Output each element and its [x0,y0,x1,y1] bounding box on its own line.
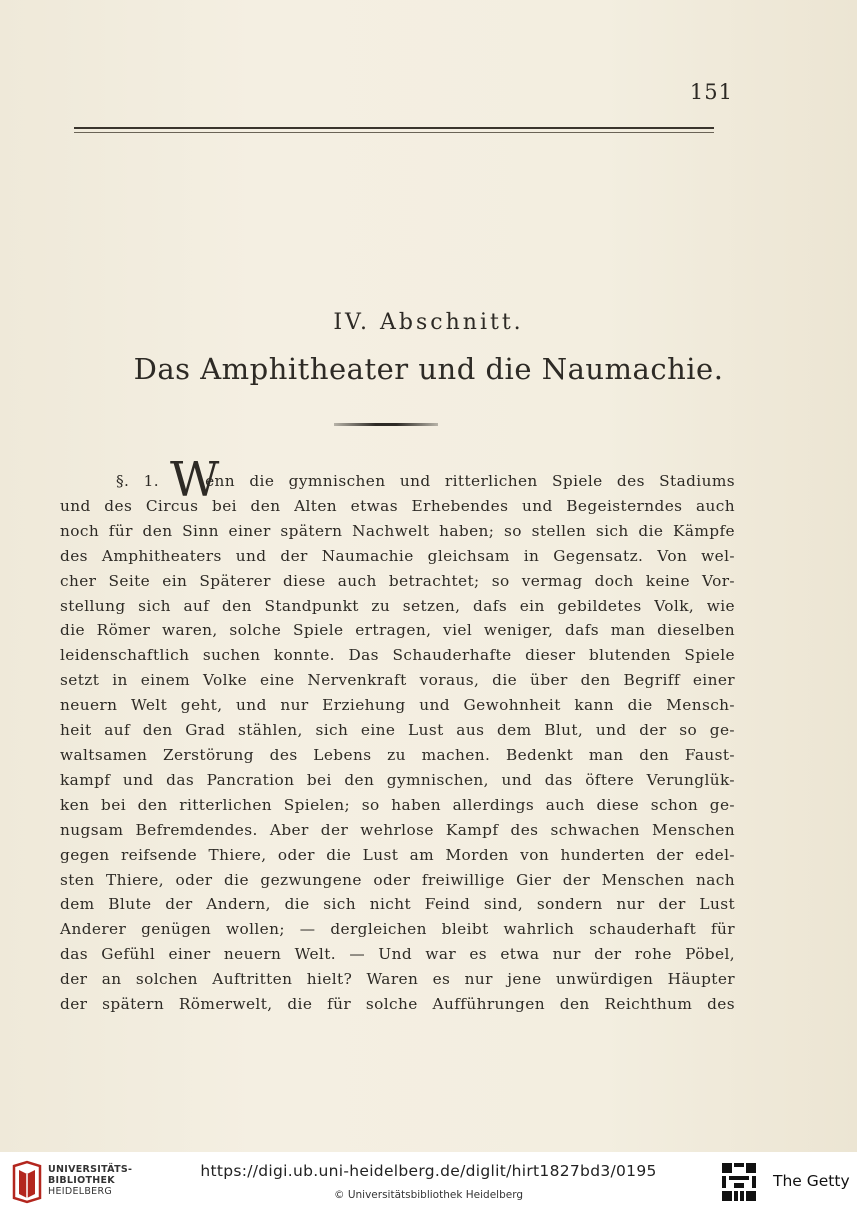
text-line: und des Circus bei den Alten etwas Erhebendes und Begeisterndes auch [60,496,735,515]
text-line: der an solchen Auftritten hielt? Waren es nur jene unwürdigen Häupter [60,970,735,989]
text-line: noch für den Sinn einer spätern Nachwelt haben; so stellen sich die Kämpfe [60,521,735,540]
text-line: der spätern Römerwelt, die für solche Aufführungen den Reichthum des [60,995,735,1014]
getty-logo-icon[interactable] [720,1161,758,1203]
body-paragraph [60,469,735,1017]
text-line: kampf und das Pancration bei den gymnischen, und das öftere Verunglük- [60,770,735,789]
permalink-url[interactable]: https://digi.ub.uni-heidelberg.de/diglit/hirt1827bd3/0195 [200,1162,657,1180]
text-line: neuern Welt geht, und nur Erziehung und Gewohnheit kann die Mensch- [60,696,735,715]
text-line: dem Blute der Andern, die sich nicht Feind sind, sondern nur der Lust [60,895,735,914]
text-line: setzt in einem Volke eine Nervenkraft voraus, die über den Begriff einer [60,671,735,690]
chapter-title: Das Amphitheater und die Naumachie. [133,352,724,386]
viewer-footer [0,1152,857,1213]
header-rule-thin [74,132,714,133]
text-line: Anderer genügen wollen; — dergleichen bleibt wahrlich schauderhaft für [60,920,735,939]
page-number: 151 [689,80,733,104]
header-rule [74,127,714,129]
text-line: stellung sich auf den Standpunkt zu setzen, dafs ein gebildetes Volk, wie [60,596,735,615]
text-line: nugsam Befremdendes. Aber der wehrlose Kampf des schwachen Menschen [60,820,735,839]
getty-label[interactable]: The Getty [773,1172,850,1190]
text-line: gegen reifsende Thiere, oder die Lust am Morden von hunderten der edel- [60,845,735,864]
text-line: sten Thiere, oder die gezwungene oder freiwillige Gier der Menschen nach [60,870,735,889]
text-line: ken bei den ritterlichen Spielen; so haben allerdings auch diese schon ge- [60,795,735,814]
text-line: heit auf den Grad stählen, sich eine Lust aus dem Blut, und der so ge- [60,721,735,740]
text-line: das Gefühl einer neuern Welt. — Und war es etwa nur der rohe Pöbel, [60,945,735,964]
text-line: §. 1. enn die gymnischen und ritterlichen Spiele des Stadiums [116,472,735,490]
text-line: cher Seite ein Späterer diese auch betrachtet; so vermag doch keine Vor- [60,571,735,590]
section-heading: IV. Abschnitt. [333,310,524,335]
text-line: leidenschaftlich suchen konnte. Das Schauderhafte dieser blutenden Spiele [60,646,735,665]
text-line: waltsamen Zerstörung des Lebens zu machen. Bedenkt man den Faust- [60,745,735,764]
drop-cap: W [170,452,220,508]
text-line: die Römer waren, solche Spiele ertragen, viel weniger, dafs man dieselben [60,621,735,640]
section-mark: §. 1. [116,472,160,490]
copyright-notice: © Universitätsbibliothek Heidelberg [333,1189,523,1201]
ornamental-rule [334,423,438,426]
library-logo-text[interactable]: UNIVERSITÄTS- BIBLIOTHEK HEIDELBERG [48,1164,133,1197]
text-line: des Amphitheaters und der Naumachie gleichsam in Gegensatz. Von wel- [60,546,735,565]
